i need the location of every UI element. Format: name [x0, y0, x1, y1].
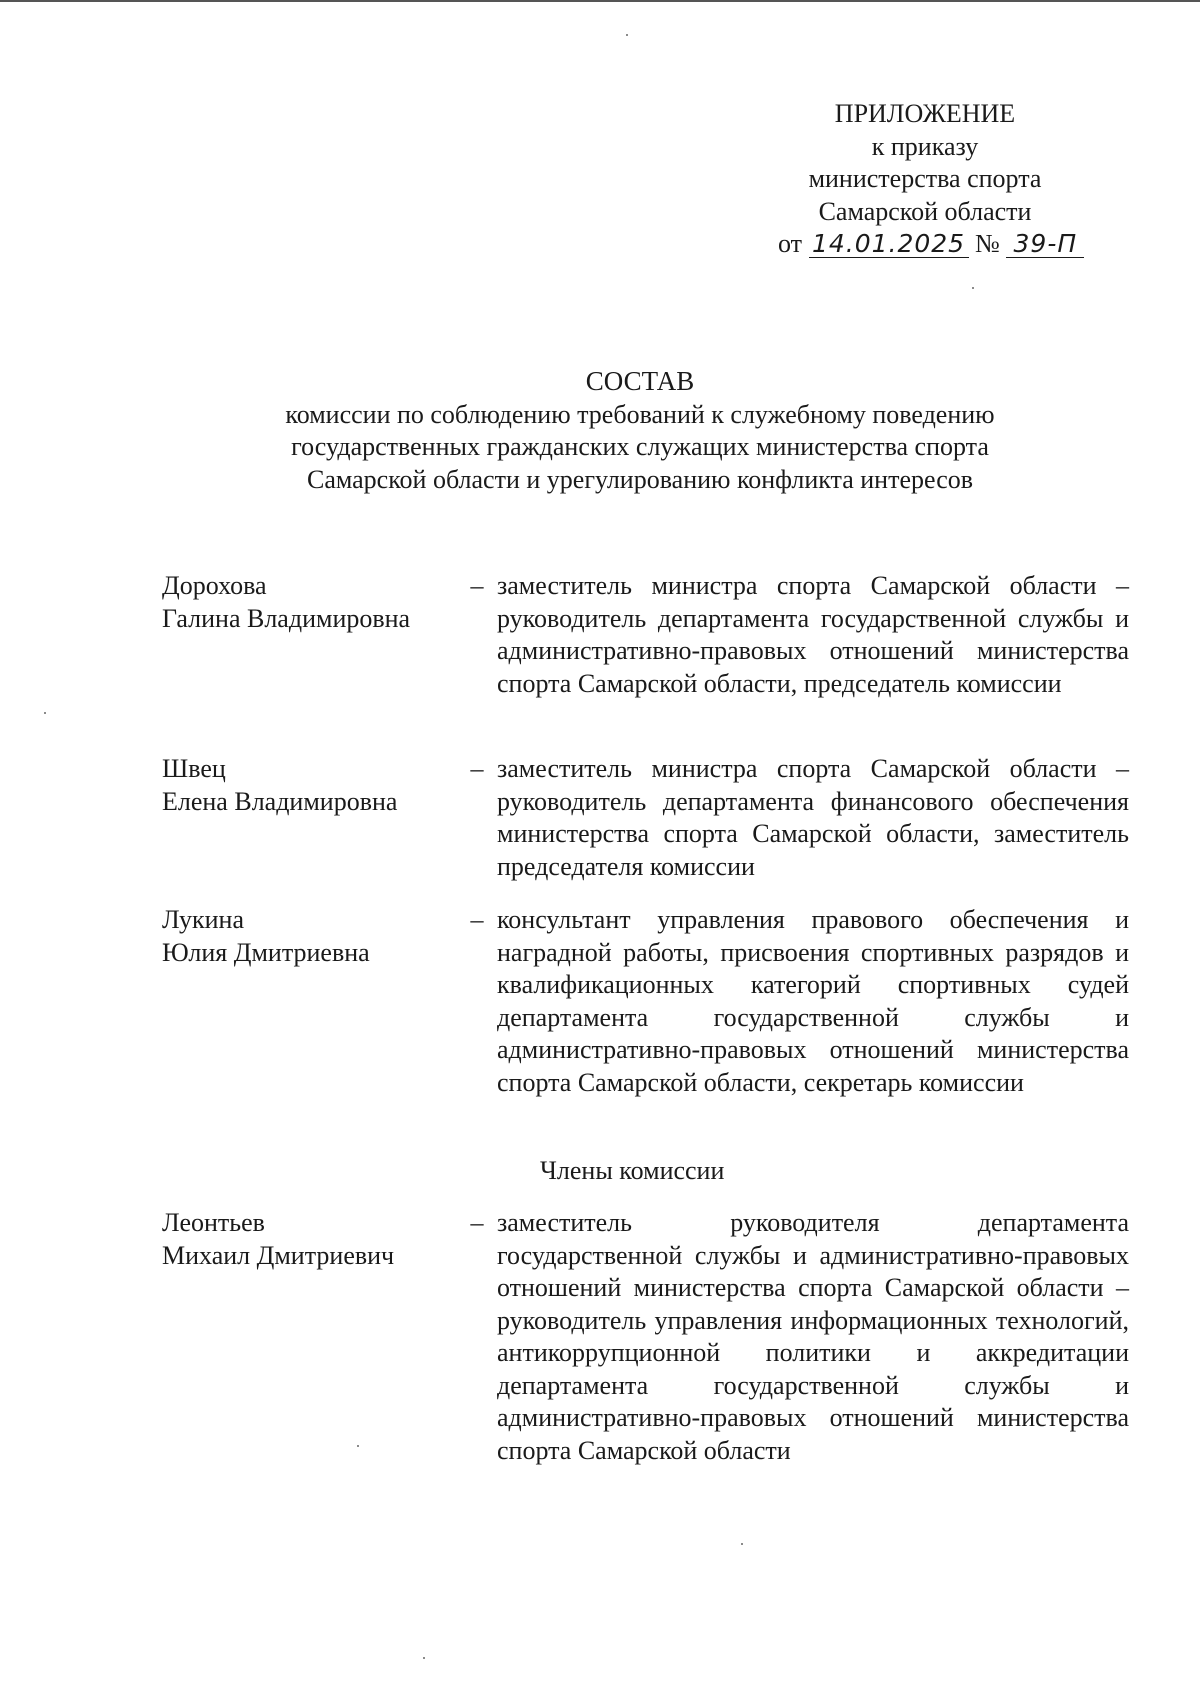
- member-given-names: Михаил Дмитриевич: [162, 1240, 395, 1270]
- scan-speck: [423, 1657, 425, 1659]
- member-name: [162, 1207, 452, 1272]
- composition-line-1: комиссии по соблюдению требований к служебному поведению: [285, 399, 995, 429]
- member-given-names: Галина Владимировна: [162, 603, 411, 633]
- member-dash: –: [470, 1208, 484, 1237]
- composition-line-2: государственных гражданских служащих министерства спорта: [291, 432, 989, 461]
- member-name: [162, 753, 452, 818]
- appendix-line-region: Самарской области: [818, 196, 1032, 226]
- appendix-line-ministry: министерства спорта: [808, 164, 1042, 193]
- member-name: [162, 904, 452, 969]
- member-role: консультант управления правового обеспечения и наградной работы, присвоения спортивных разрядов и квалификационных категорий спортивных судей департамента государственной службы и административно-правовых отношений министерства спорта Самарской области, секретарь комиссии: [497, 905, 1129, 1097]
- member-surname: Швец: [162, 754, 226, 783]
- appendix-title: ПРИЛОЖЕНИЕ: [834, 99, 1016, 128]
- scan-speck: [44, 712, 46, 714]
- member-given-names: Юлия Дмитриевна: [162, 937, 370, 967]
- composition-title: [150, 365, 1130, 496]
- member-role: заместитель руководителя департамента государственной службы и административно-правовых отношений министерства спорта Самарской области – руководитель управления информационных технологий, антикоррупционной политики и аккредитации департамента государственной службы и административно-правовых отношений министерства спорта Самарской области: [497, 1208, 1129, 1465]
- member-dash: –: [470, 905, 484, 934]
- member-given-names: Елена Владимировна: [162, 786, 398, 816]
- member-name: [162, 570, 452, 635]
- number-prefix: №: [975, 229, 1000, 258]
- composition-line-3: Самарской области и урегулированию конфликта интересов: [306, 464, 974, 494]
- member-role: заместитель министра спорта Самарской области – руководитель департамента финансового обеспечения министерства спорта Самарской области, заместитель председателя комиссии: [497, 754, 1129, 881]
- member-dash: –: [470, 571, 484, 600]
- scan-speck: [741, 1543, 743, 1545]
- handwritten-date: 14.01.2025: [809, 231, 969, 258]
- member-surname: Дорохова: [162, 571, 267, 600]
- appendix-date-number-line: [770, 228, 1080, 261]
- scan-speck: [357, 1445, 359, 1447]
- member-surname: Леонтьев: [162, 1208, 265, 1237]
- members-subheading: Члены комиссии: [540, 1156, 725, 1185]
- member-surname: Лукина: [162, 905, 244, 934]
- handwritten-number: 39-П: [1006, 231, 1084, 258]
- scan-top-edge: [0, 0, 1200, 2]
- appendix-line-order: к приказу: [871, 131, 979, 161]
- scan-speck: [972, 287, 974, 289]
- member-role: заместитель министра спорта Самарской области – руководитель департамента государственной службы и административно-правовых отношений министерства спорта Самарской области, председатель комиссии: [497, 571, 1129, 698]
- member-dash: –: [470, 754, 484, 783]
- date-prefix: от: [778, 229, 803, 258]
- composition-heading: СОСТАВ: [585, 366, 695, 396]
- appendix-header: [770, 98, 1080, 261]
- scan-speck: [626, 34, 628, 36]
